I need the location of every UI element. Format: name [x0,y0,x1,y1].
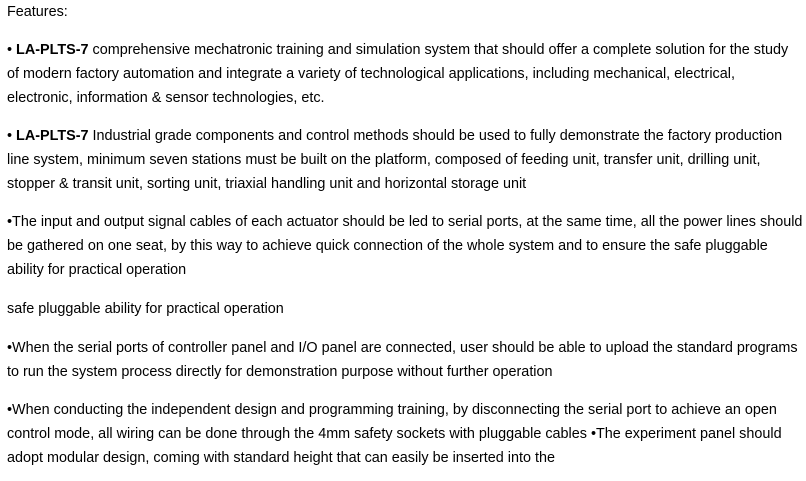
feature-paragraph-1 [7,38,803,110]
features-heading: Features: [7,4,68,20]
paragraph-text: Industrial grade components and control methods should be used to fully demonstrate the factory production line system, minimum seven stations must be built on the platform, composed of feeding unit, transfer unit, drilling unit, stopper & transit unit, sorting unit, triaxial handling unit and horizontal storage unit [7,128,783,192]
feature-paragraph-6: •When conducting the independent design and programming training, by disconnecting the serial port to achieve an open control mode, all wiring can be done through the 4mm safety sockets with pluggable cables •The experiment panel should adopt modular design, coming with standard height that can easily be inserted into the [7,402,782,466]
bullet: • [7,42,17,58]
product-code: LA-PLTS-7 [16,128,89,144]
product-code: LA-PLTS-7 [16,42,89,58]
feature-paragraph-3: •The input and output signal cables of each actuator should be led to serial ports, at the same time, all the power lines should be gathered on one seat, by this way to achieve quick connection of the whole system and to ensure the safe pluggable ability for practical operation [7,214,803,278]
feature-paragraph-4: safe pluggable ability for practical operation [7,301,284,317]
feature-paragraph-5: •When the serial ports of controller panel and I/O panel are connected, user should be able to upload the standard programs to run the system process directly for demonstration purpose without further operation [7,340,798,380]
feature-paragraph-2 [7,124,803,196]
document-body [7,0,803,470]
paragraph-text: comprehensive mechatronic training and simulation system that should offer a complete solution for the study of modern factory automation and integrate a variety of technological applications, including mechanical, electrical, electronic, information & sensor technologies, etc. [7,42,789,106]
bullet: • [7,128,17,144]
